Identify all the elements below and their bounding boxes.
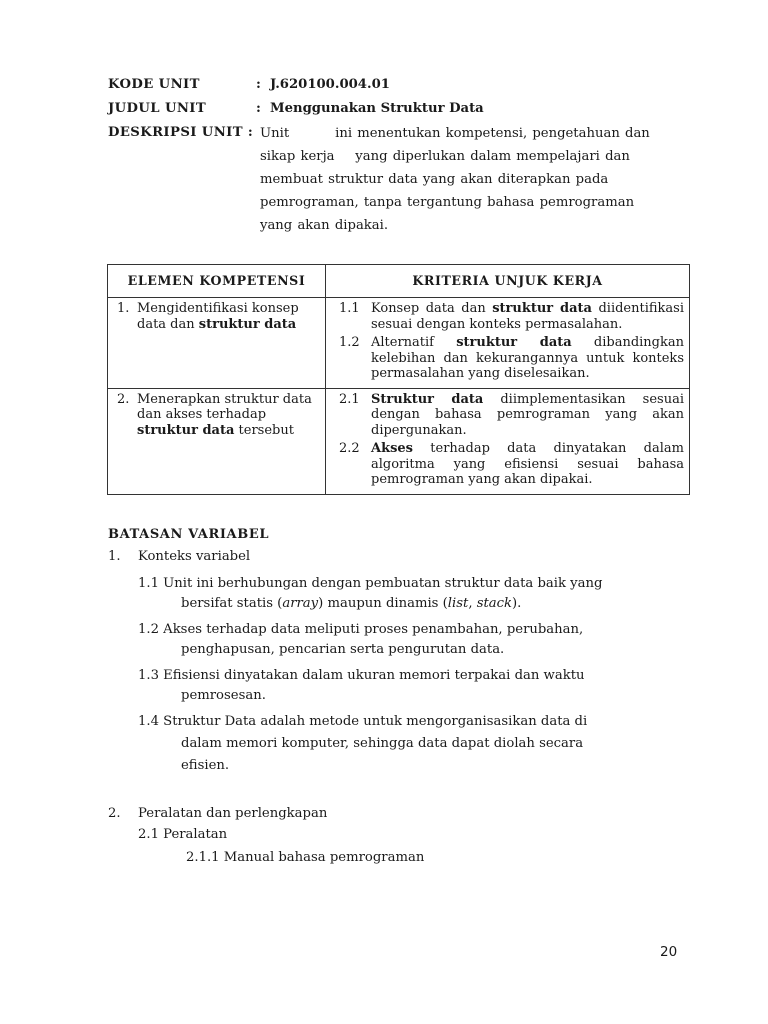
sub-item-1-1-cont: bersifat statis (array) maupun dinamis (list, stack).	[181, 596, 522, 611]
deskripsi-first-rest: ini menentukan kompetensi, pengetahuan dan	[335, 126, 650, 141]
judul-unit-label: JUDUL UNIT	[108, 101, 207, 116]
elemen-text: Mengidentifikasi konsep data dan struktur data	[137, 301, 299, 332]
table-header-row	[108, 265, 690, 298]
table-row	[108, 298, 690, 389]
sub-item-1-4-cont: efisien.	[181, 758, 230, 773]
deskripsi-line: yang akan dipakai.	[260, 218, 389, 233]
list-item-peralatan-perlengkapan: Peralatan dan perlengkapan	[138, 806, 328, 821]
kriteria-cell	[326, 388, 690, 494]
elemen-number: 2.	[117, 391, 130, 407]
sub-item-1-4: 1.4 Struktur Data adalah metode untuk mengorganisasikan data di	[138, 714, 588, 729]
competency-table	[107, 264, 690, 495]
kriteria-item: 2.1 Struktur data diimplementasikan sesuai dengan bahasa pemrograman yang akan dipergunakan.	[339, 391, 684, 438]
sub-item-2-1-1: 2.1.1 Manual bahasa pemrograman	[186, 850, 425, 865]
header-kriteria-unjuk-kerja: KRITERIA UNJUK KERJA	[326, 265, 690, 298]
kriteria-cell	[326, 298, 690, 389]
table-row	[108, 388, 690, 494]
list-number: 2.	[108, 806, 121, 821]
kode-unit-value: J.620100.004.01	[270, 77, 390, 92]
deskripsi-unit-label: DESKRIPSI UNIT :	[108, 125, 254, 140]
sub-item-1-2-cont: penghapusan, pencarian serta pengurutan data.	[181, 642, 505, 657]
elemen-cell	[108, 388, 326, 494]
elemen-cell	[108, 298, 326, 389]
kode-unit-label: KODE UNIT	[108, 77, 200, 92]
kode-unit-colon: :	[256, 77, 261, 92]
list-item-konteks-variabel: Konteks variabel	[138, 549, 251, 564]
elemen-number: 1.	[117, 301, 130, 316]
sub-item-2-1: 2.1 Peralatan	[138, 827, 228, 842]
sub-item-1-4-cont: dalam memori komputer, sehingga data dapat diolah secara	[181, 736, 584, 751]
judul-unit-colon: :	[256, 101, 261, 116]
sub-item-1-2: 1.2 Akses terhadap data meliputi proses penambahan, perubahan,	[138, 622, 584, 637]
list-number: 1.	[108, 549, 121, 564]
deskripsi-unit-text	[260, 122, 680, 237]
deskripsi-line: sikap kerja yang diperlukan dalam mempelajari dan	[260, 149, 630, 164]
kode-unit-row	[108, 76, 390, 94]
sub-item-1-3: 1.3 Efisiensi dinyatakan dalam ukuran memori terpakai dan waktu	[138, 668, 585, 683]
header-elemen-kompetensi: ELEMEN KOMPETENSI	[108, 265, 326, 298]
page-number: 20	[660, 944, 678, 960]
sub-item-1-3-cont: pemrosesan.	[181, 688, 266, 703]
deskripsi-line: membuat struktur data yang akan diterapkan pada	[260, 172, 609, 187]
section-title-batasan-variabel: BATASAN VARIABEL	[108, 527, 270, 542]
deskripsi-first-word: Unit	[260, 126, 290, 141]
judul-unit-row	[108, 100, 484, 118]
elemen-text: Menerapkan struktur data dan akses terhadap struktur data tersebut	[137, 391, 312, 438]
kriteria-item: 1.1 Konsep data dan struktur data diidentifikasi sesuai dengan konteks permasalahan.	[339, 301, 685, 332]
deskripsi-line: pemrograman, tanpa tergantung bahasa pemrograman	[260, 195, 635, 210]
deskripsi-unit-row	[108, 124, 680, 237]
judul-unit-value: Menggunakan Struktur Data	[270, 101, 484, 116]
sub-item-1-1: 1.1 Unit ini berhubungan dengan pembuatan struktur data baik yang	[138, 576, 603, 591]
kriteria-item: 1.2 Alternatif struktur data dibandingkan kelebihan dan kekurangannya untuk konteks permasalahan yang diselesaikan.	[339, 335, 684, 381]
kriteria-item: 2.2 Akses terhadap data dinyatakan dalam algoritma yang efisiensi sesuai bahasa pemrograman yang akan dipakai.	[339, 441, 684, 487]
